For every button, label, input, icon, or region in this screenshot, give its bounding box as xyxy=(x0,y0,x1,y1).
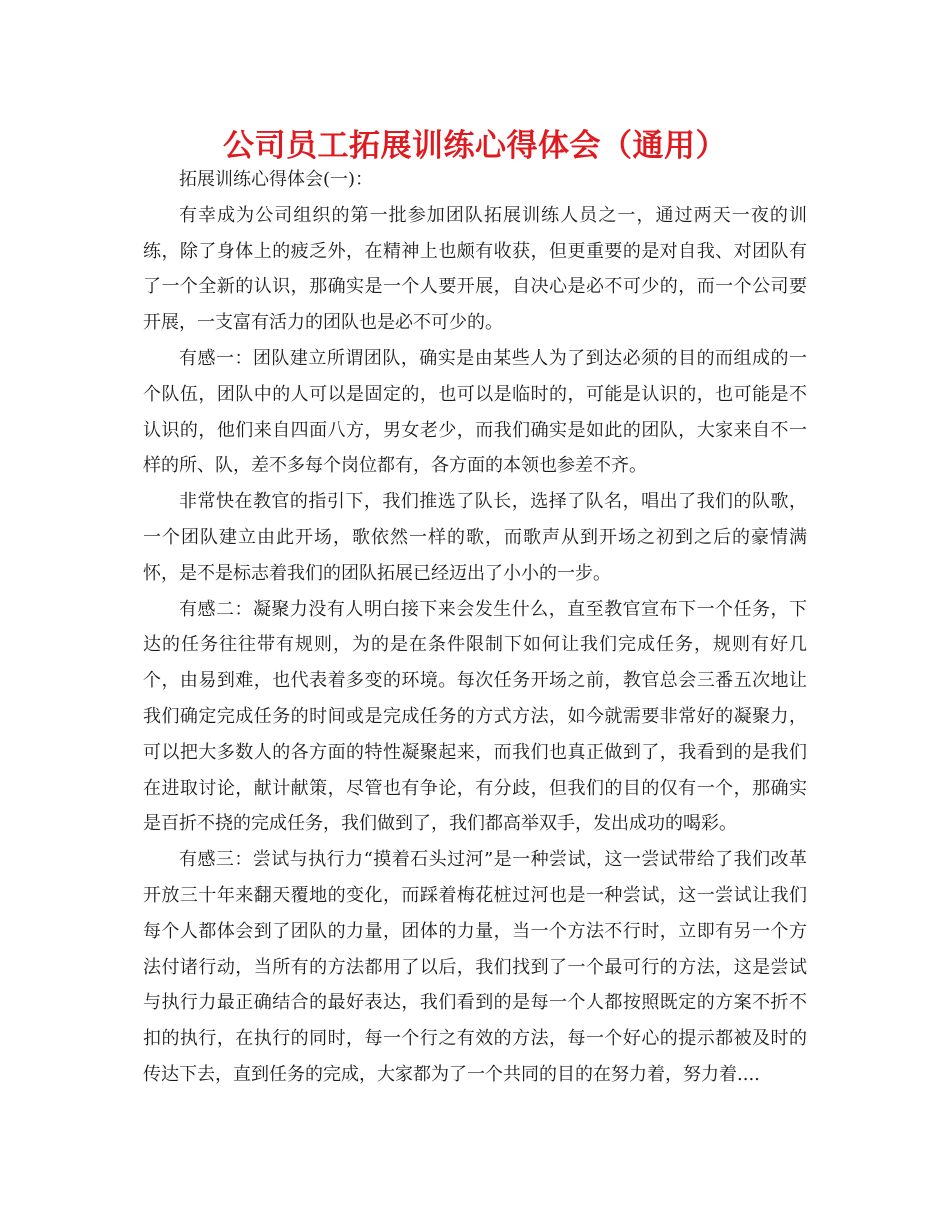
paragraph-intro: 有幸成为公司组织的第一批参加团队拓展训练人员之一，通过两天一夜的训练，除了身体上的疲乏外，在精神上也颇有收获，但更重要的是对自我、对团队有了一个全新的认识，那确实是一个人要开展，自决心是必不可少的，而一个公司要开展，一支富有活力的团队也是必不可少的。 xyxy=(143,204,807,334)
paragraph-insight-3: 有感三：尝试与执行力“摸着石头过河”是一种尝试，这一尝试带给了我们改革开放三十年来翻天覆地的变化，而踩着梅花桩过河也是一种尝试，这一尝试让我们每个人都体会到了团队的力量，团体的力量，当一个方法不行时，立即有另一个方法付诸行动，当所有的方法都用了以后，我们找到了一个最可行的方法，这是尝试与执行力最正确结合的最好表达，我们看到的是每一个人都按照既定的方案不折不扣的执行，在执行的同时，每一个行之有效的方法，每一个好心的提示都被及时的传达下去，直到任务的完成，大家都为了一个共同的目的在努力着，努力着.... xyxy=(143,849,807,1085)
paragraph-insight-1: 有感一：团队建立所谓团队，确实是由某些人为了到达必须的目的而组成的一个队伍，团队中的人可以是固定的，也可以是临时的，可能是认识的，也可能是不认识的，他们来自四面八方，男女老少，而我们确实是如此的团队，大家来自不一样的所、队，差不多每个岗位都有，各方面的本领也参差不齐。 xyxy=(143,347,807,477)
section-heading: 拓展训练心得体会(一)： xyxy=(179,169,374,190)
document-title: 公司员工拓展训练心得体会（通用） xyxy=(223,128,727,164)
document-body xyxy=(143,162,807,1093)
paragraph-insight-2: 有感二：凝聚力没有人明白接下来会发生什么，直至教官宣布下一个任务，下达的任务往往带有规则，为的是在条件限制下如何让我们完成任务，规则有好几个，由易到难，也代表着多变的环境。每次任务开场之前，教官总会三番五次地让我们确定完成任务的时间或是完成任务的方式方法，如今就需要非常好的凝聚力，可以把大多数人的各方面的特性凝聚起来，而我们也真正做到了，我看到的是我们在进取讨论，献计献策，尽管也有争论，有分歧，但我们的目的仅有一个，那确实是百折不挠的完成任务，我们做到了，我们都高举双手，发出成功的喝彩。 xyxy=(143,598,807,835)
paragraph-team-formation: 非常快在教官的指引下，我们推选了队长，选择了队名，唱出了我们的队歌，一个团队建立由此开场，歌依然一样的歌，而歌声从到开场之初到之后的豪情满怀，是不是标志着我们的团队拓展已经迈出了小小的一步。 xyxy=(143,491,807,584)
